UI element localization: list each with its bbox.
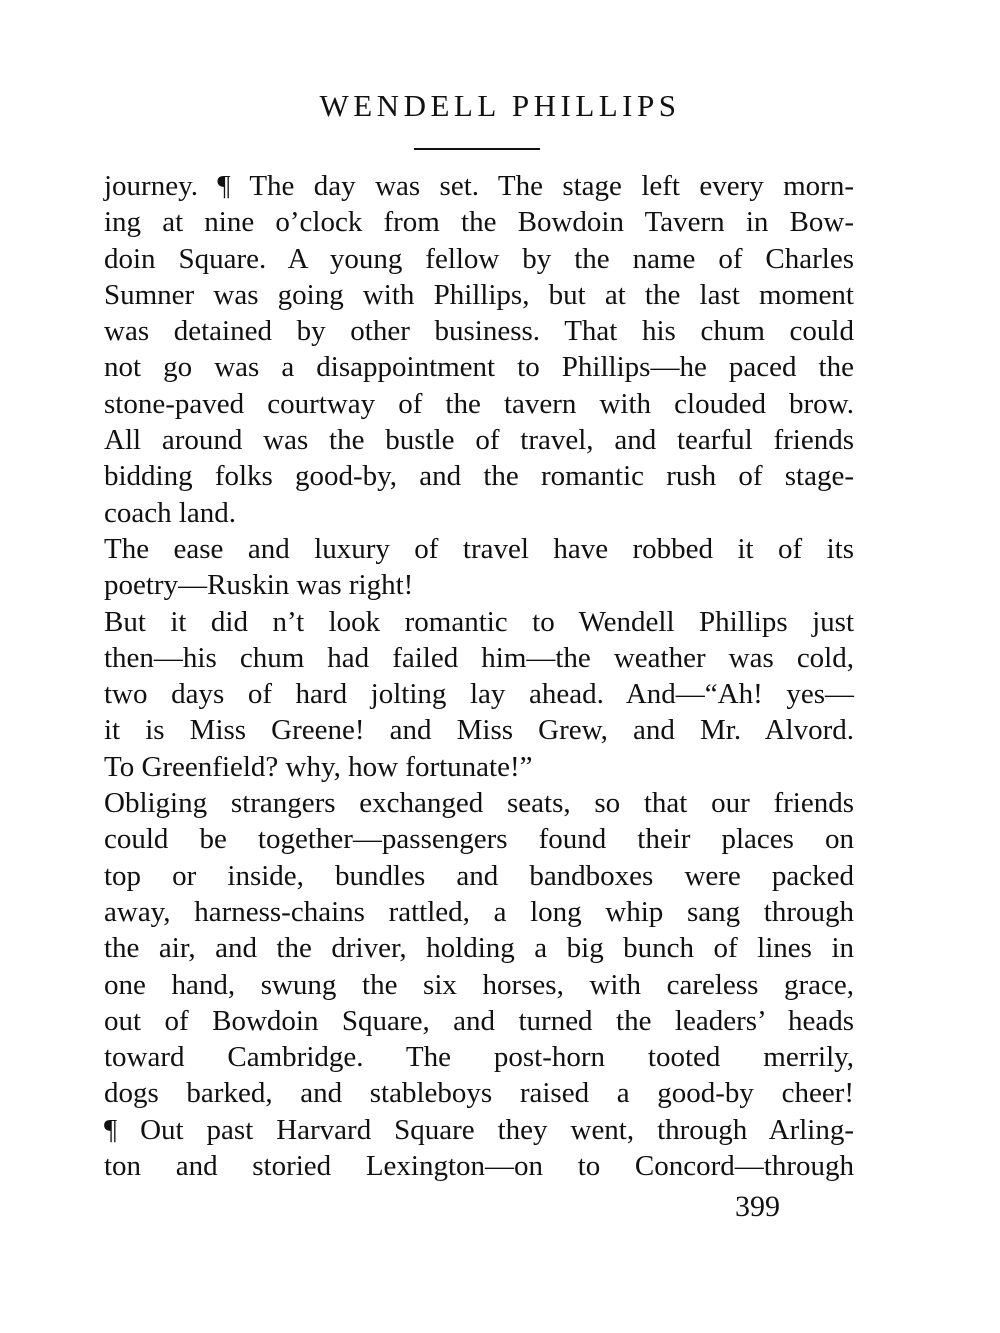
text-line: toward Cambridge. The post-horn tooted merrily, [104, 1041, 854, 1074]
text-line: then—his chum had failed him—the weather was cold, [104, 641, 854, 674]
text-line: ton and storied Lexington—on to Concord—through [104, 1150, 854, 1183]
text-line: The ease and luxury of travel have robbed it of its [104, 532, 854, 565]
text-line: poetry—Ruskin was right! [104, 569, 414, 602]
text-line: one hand, swung the six horses, with careless grace, [104, 968, 854, 1001]
text-line: the air, and the driver, holding a big bunch of lines in [104, 932, 854, 965]
text-line: out of Bowdoin Square, and turned the leaders’ heads [104, 1004, 854, 1037]
text-line: journey. ¶ The day was set. The stage left every morn- [104, 170, 854, 202]
text-line: bidding folks good-by, and the romantic rush of stage- [104, 460, 854, 493]
text-line: Sumner was going with Phillips, but at the last moment [104, 278, 854, 311]
text-line: two days of hard jolting lay ahead. And—“Ah! yes— [104, 678, 854, 711]
header-rule [414, 148, 540, 150]
page-number: 399 [735, 1190, 780, 1223]
text-line: To Greenfield? why, how fortunate!” [104, 750, 533, 783]
text-line: doin Square. A young fellow by the name of Charles [104, 242, 854, 275]
text-line: coach land. [104, 496, 237, 529]
text-line: stone-paved courtway of the tavern with clouded brow. [104, 387, 854, 420]
text-line: away, harness-chains rattled, a long whip sang through [104, 895, 854, 928]
text-line: But it did n’t look romantic to Wendell Phillips just [104, 605, 854, 638]
text-line: dogs barked, and stableboys raised a good-by cheer! [104, 1077, 854, 1110]
text-line: ing at nine o’clock from the Bowdoin Tavern in Bow- [104, 206, 854, 239]
text-line: Obliging strangers exchanged seats, so that our friends [104, 787, 854, 820]
text-line: could be together—passengers found their places on [104, 823, 854, 856]
text-line: All around was the bustle of travel, and tearful friends [104, 424, 854, 457]
text-line: top or inside, bundles and bandboxes were packed [104, 859, 854, 892]
text-line: it is Miss Greene! and Miss Grew, and Mr. Alvord. [104, 714, 854, 747]
text-line: ¶ Out past Harvard Square they went, through Arling- [104, 1113, 854, 1146]
text-line: not go was a disappointment to Phillips—he paced the [104, 351, 854, 384]
body-text [104, 168, 854, 1184]
text-line: was detained by other business. That his chum could [104, 315, 854, 348]
running-head: WENDELL PHILLIPS [319, 88, 681, 123]
